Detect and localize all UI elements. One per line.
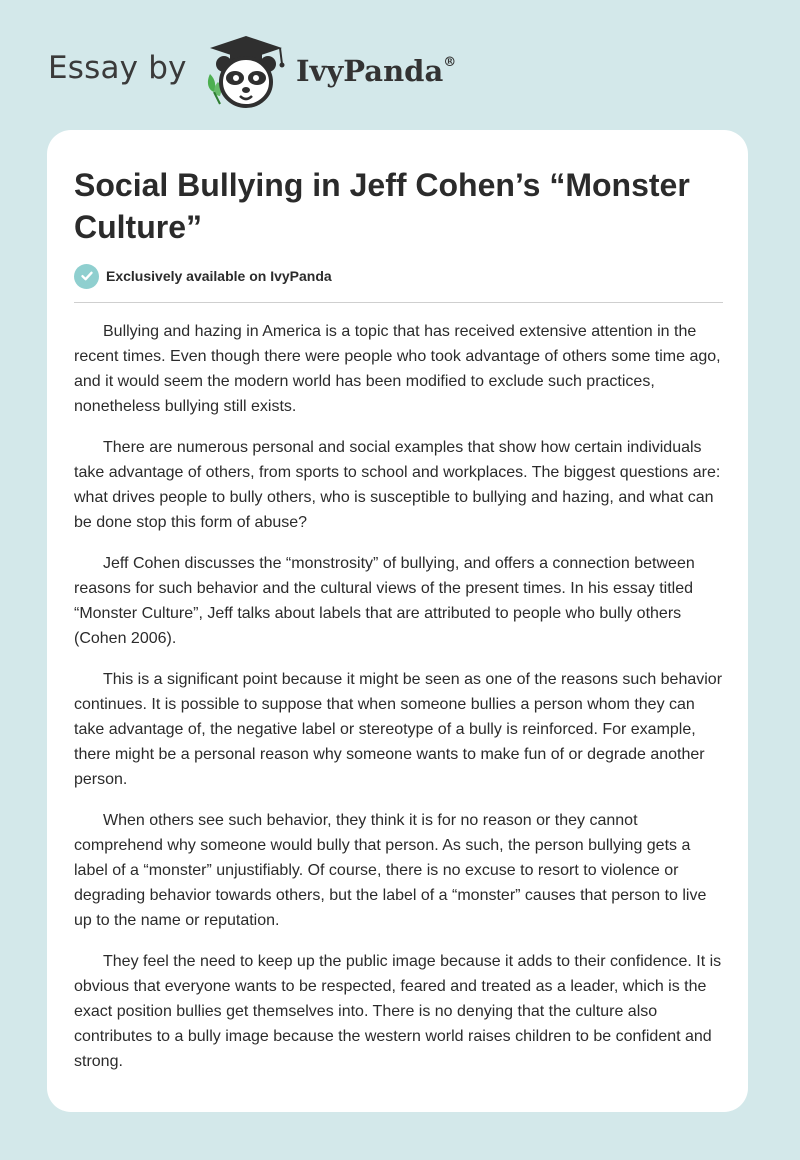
brand-logo-text[interactable]: IvyPanda® bbox=[296, 54, 457, 88]
paragraph: Bullying and hazing in America is a topic that has received extensive attention in the recent times. Even though there were people who took advantage of others some time ago, and it would seem the modern world has been modified to exclude such practices, nonetheless bullying still exists. bbox=[74, 323, 721, 415]
paragraph: There are numerous personal and social examples that show how certain individuals take advantage of others, from sports to school and workplaces. The biggest questions are: what drives people to bully others, who is susceptible to bullying and hazing, and what can be done stop this form of abuse? bbox=[74, 439, 721, 531]
badge-label: Exclusively available on IvyPanda bbox=[106, 268, 332, 284]
page-title: Social Bullying in Jeff Cohen’s “Monster Culture” bbox=[74, 167, 690, 245]
divider bbox=[74, 302, 723, 303]
paragraph: Jeff Cohen discusses the “monstrosity” of bullying, and offers a connection between reasons for such behavior and the cultural views of the present times. In his essay titled “Monster Culture”, Jeff talks about labels that are attributed to people who bully others (Cohen 2006). bbox=[74, 555, 695, 647]
site-header bbox=[48, 34, 508, 114]
exclusive-badge bbox=[74, 263, 332, 289]
panda-graduation-cap-icon[interactable] bbox=[202, 34, 292, 110]
paragraph: This is a significant point because it might be seen as one of the reasons such behavior continues. It is possible to suppose that when someone bullies a person whom they can take advantage of, the negative label or stereotype of a bully is reinforced. For example, there might be a personal reason why someone wants to make fun of or degrade another person. bbox=[74, 671, 723, 788]
check-circle-icon bbox=[74, 264, 99, 289]
registered-mark: ® bbox=[443, 55, 457, 71]
paragraph: They feel the need to keep up the public image because it adds to their confidence. It is obvious that everyone wants to be respected, feared and treated as a leader, which is the exact position bullies get themselves into. There is no denying that the culture also contributes to a bully image because the western world raises children to be confident and strong. bbox=[74, 953, 722, 1070]
essay-body bbox=[74, 319, 726, 1090]
essay-card bbox=[47, 130, 748, 1112]
paragraph: When others see such behavior, they think it is for no reason or they cannot comprehend why someone would bully that person. As such, the person bullying gets a label of a “monster” unjustifiably. Of course, there is no excuse to resort to violence or degrading behavior towards others, but the label of a “monster” causes that person to live up to the name or reputation. bbox=[74, 812, 707, 929]
essay-by-label: Essay by bbox=[48, 50, 187, 86]
